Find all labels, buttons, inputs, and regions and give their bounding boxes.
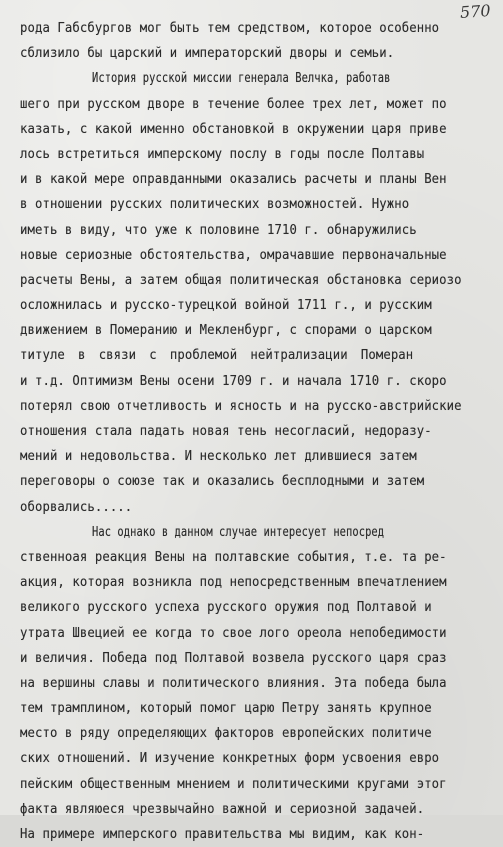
text-line: История русской миссии генерала Велчка, работав: [92, 71, 391, 87]
text-line: ственноая реакция Вены на полтавские события, т.е. та ре-: [20, 549, 447, 565]
text-line: отношения стала падать новая тень несогласий, недоразу-: [20, 424, 432, 439]
text-line: и т.д. Оптимизм Вены осени 1709 г. и начала 1710 г. скоро: [20, 373, 447, 389]
page-number: 570: [459, 0, 492, 23]
text-line: На примере имперского правительства мы видим, как кон-: [20, 827, 425, 842]
text-line: рода Габсбургов мог быть тем средством, которое особенно: [20, 21, 440, 36]
text-line: место в ряду определяющих факторов европейских политиче: [20, 726, 432, 742]
text-line: великого русского успеха русского оружия под Полтавой и: [20, 600, 432, 616]
text-line: переговоры о союзе так и оказались бесплодными и затем: [20, 474, 425, 490]
text-line: сблизило бы царский и императорский дворы и семьи.: [20, 46, 395, 62]
text-line: мений и недовольства. И несколько лет длившиеся затем: [20, 449, 417, 465]
text-line: иметь в виду, что уже к половине 1710 г. обнаружились: [20, 222, 417, 238]
text-line: утрата Швецией ее когда то свое лого ореола непобедимости: [20, 625, 447, 641]
text-line: в отношении русских политических возможностей. Нужно: [20, 197, 410, 213]
text-line: акция, которая возникла под непосредственным впечатлением: [20, 575, 447, 591]
text-line: ских отношений. И изучение конкретных форм усвоения евро: [20, 751, 440, 767]
text-line: титуле в связи с проблемой нейтрализации Померан: [20, 348, 414, 364]
text-line: шего при русском дворе в течение более трех лет, может по: [20, 96, 447, 112]
text-line: оборвались.....: [20, 499, 133, 515]
text-line: лось встретиться имперскому послу в годы после Полтавы: [20, 146, 425, 162]
text-line: казать, с какой именно обстановкой в окружении царя приве: [20, 121, 447, 137]
text-line: на вершины славы и политического влияния. Эта победа была: [20, 675, 447, 691]
text-line: осложнилась и русско-турецкой войной 1711 г., и русским: [20, 298, 432, 314]
text-line: факта являюеся чрезвычайно важной и сериозной задачей.: [20, 801, 425, 817]
text-line: и величия. Победа под Полтавой возвела русского царя сраз: [20, 650, 447, 666]
text-line: потерял свою отчетливость и ясность и на русско-австрийские: [20, 398, 462, 414]
text-line: и в какой мере оправданными оказались расчеты и планы Вен: [20, 172, 447, 188]
text-line: движением в Померанию и Мекленбург, с спорами о царском: [20, 323, 432, 339]
text-line: расчеты Вены, а затем общая политическая обстановка сериозо: [20, 272, 462, 288]
text-line: тем трамплином, который помог царю Петру занять крупное: [20, 701, 432, 717]
text-line: пейским общественным мнением и политическими кругами этог: [20, 776, 447, 792]
text-line: новые сериозные обстоятельства, омрачавшие первоначальные: [20, 247, 447, 263]
text-line: Нас однако в данном случае интересует непосред: [92, 524, 385, 540]
typewritten-text: [0, 16, 503, 847]
